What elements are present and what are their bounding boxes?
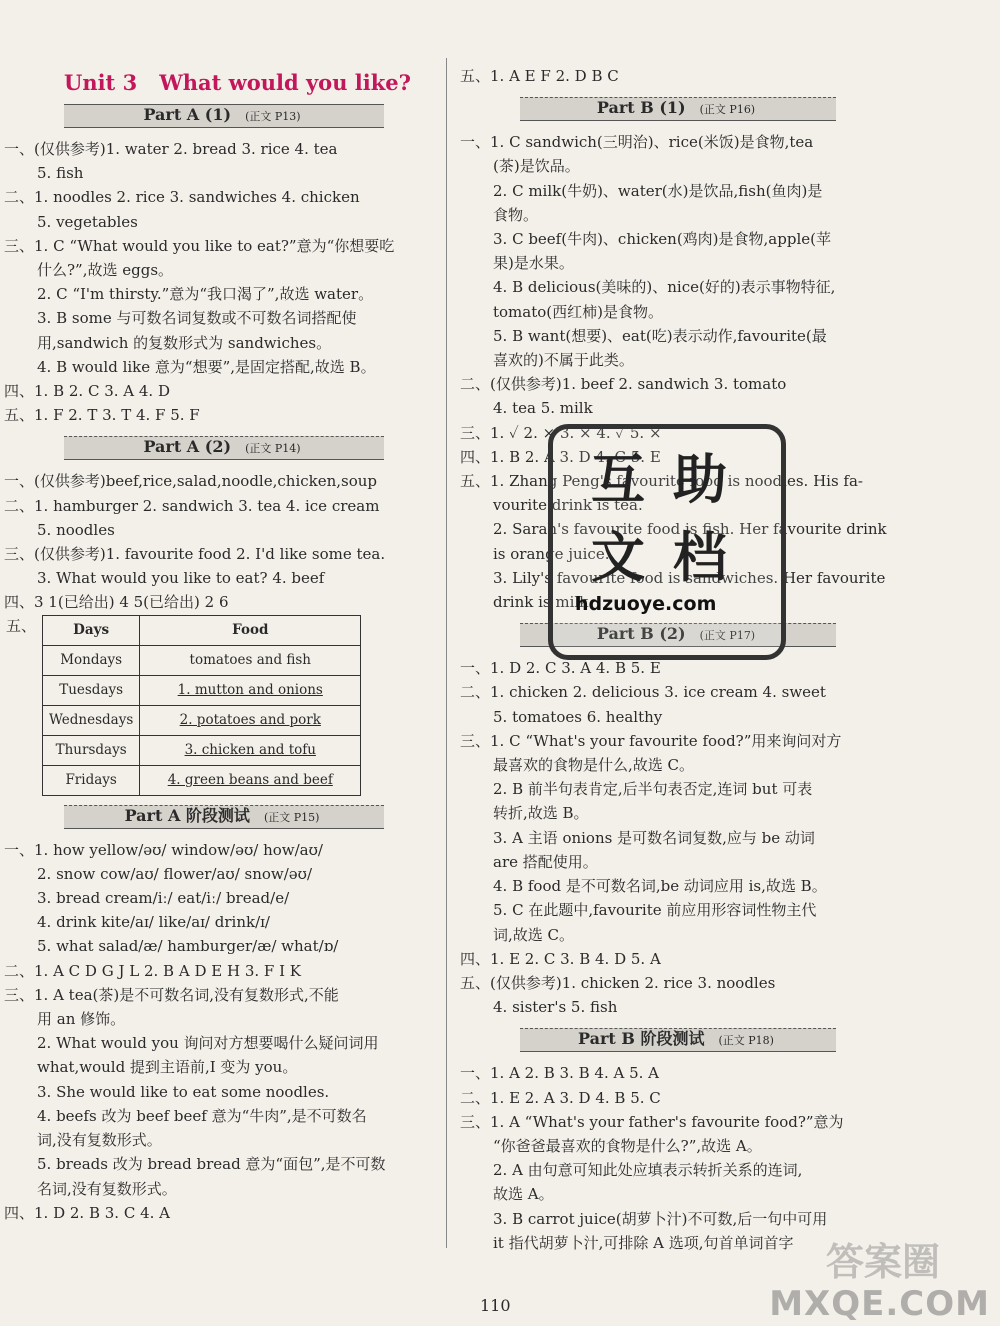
left-column bbox=[4, 60, 440, 1225]
text-line: 4. sister's 5. fish bbox=[493, 998, 618, 1017]
text-line: 四、1. B 2. C 3. A 4. D bbox=[4, 382, 170, 401]
text-line: 5. vegetables bbox=[37, 212, 138, 231]
text-line: 2. Sarah's favourite food is fish. Her favourite drink bbox=[493, 520, 887, 539]
text-line: are 搭配使用。 bbox=[493, 852, 598, 871]
text-line: drink is milk. bbox=[493, 593, 594, 612]
table-row bbox=[43, 765, 361, 795]
section-title: Part B (1) bbox=[596, 98, 686, 118]
text-line: 5. C 在此题中,favourite 前应用形容词性物主代 bbox=[493, 901, 817, 920]
text-line: 5. breads 改为 bread bread 意为“面包”,是不可数 bbox=[37, 1155, 386, 1174]
text-line: 3. Lily's favourite food is sandwiches. Her favourite bbox=[493, 568, 886, 587]
text-line: 四、1. E 2. C 3. B 4. D 5. A bbox=[460, 949, 661, 968]
table-block bbox=[4, 615, 440, 796]
part-a2-answers bbox=[4, 469, 440, 614]
text-line: 五、1. F 2. T 3. T 4. F 5. F bbox=[4, 406, 200, 425]
text-line: 4. B delicious(美味的)、nice(好的)表示事物特征, bbox=[493, 278, 836, 297]
section-title: Part B 阶段测试 bbox=[578, 1029, 705, 1049]
part-a1-answers bbox=[4, 137, 440, 427]
table-cell-food bbox=[140, 705, 361, 735]
section-ref: (正文 P18) bbox=[718, 1034, 774, 1048]
text-line: it 指代胡萝卜汁,可排除 A 选项,句首单词首字 bbox=[493, 1233, 794, 1252]
text-line: 三、1. A tea(茶)是不可数名词,没有复数形式,不能 bbox=[4, 985, 339, 1004]
section-header-part-b-test bbox=[460, 1025, 892, 1053]
food-answer: 1. mutton and onions bbox=[177, 682, 323, 699]
text-line: 3. She would like to eat some noodles. bbox=[37, 1082, 330, 1101]
section-title: Part A (2) bbox=[143, 437, 232, 457]
text-line: 三、1. A “What's your father's favourite food?”意为 bbox=[460, 1112, 844, 1131]
text-line: 5. B want(想要)、eat(吃)表示动作,favourite(最 bbox=[493, 326, 827, 345]
table-row bbox=[43, 705, 361, 735]
unit-number: Unit 3 bbox=[64, 70, 138, 95]
text-line: 3. B carrot juice(胡萝卜汁)不可数,后一句中可用 bbox=[493, 1209, 828, 1228]
section-ref: (正文 P15) bbox=[263, 810, 320, 824]
text-line: 三、1. C “What would you like to eat?”意为“你想要吃 bbox=[4, 236, 395, 255]
text-line: 用 an 修饰。 bbox=[37, 1010, 126, 1029]
part-b-test-answers bbox=[460, 1061, 892, 1255]
watermark-logo: MXQE.COM bbox=[769, 1284, 990, 1324]
text-line: 3. bread cream/iː/ eat/iː/ bread/e/ bbox=[37, 889, 290, 908]
section-ref: (正文 P14) bbox=[245, 442, 301, 456]
text-line: 4. B food 是不可数名词,be 动词应用 is,故选 B。 bbox=[493, 877, 827, 896]
page-number: 110 bbox=[480, 1296, 511, 1315]
text-line: 三、1. ✓ 2. × 3. × 4. ✓ 5. × bbox=[460, 423, 662, 442]
table-cell-food bbox=[140, 645, 361, 675]
text-line: 一、1. C sandwich(三明治)、rice(米饭)是食物,tea bbox=[460, 133, 814, 152]
text-line: vourite drink is tea. bbox=[493, 496, 643, 515]
text-line: 名词,没有复数形式。 bbox=[37, 1179, 177, 1198]
text-line: 二、1. A C D G J L 2. B A D E H 3. F I K bbox=[4, 961, 301, 980]
text-line: 一、(仅供参考)beef,rice,salad,noodle,chicken,soup bbox=[4, 472, 378, 491]
text-line: 五、1. A E F 2. D B C bbox=[460, 67, 619, 85]
text-line: 2. C milk(牛奶)、water(水)是饮品,fish(鱼肉)是 bbox=[493, 181, 823, 200]
text-line: 食物。 bbox=[493, 205, 539, 224]
text-line: 2. B 前半句表肯定,后半句表否定,连词 but 可表 bbox=[493, 780, 813, 799]
text-line: 二、1. hamburger 2. sandwich 3. tea 4. ice cream bbox=[4, 496, 380, 515]
text-line: 5. noodles bbox=[37, 520, 115, 539]
text-line: 3. A 主语 onions 是可数名词复数,应与 be 动词 bbox=[493, 828, 815, 847]
table-cell-day: Mondays bbox=[43, 645, 140, 675]
section-ref: (正文 P16) bbox=[699, 103, 756, 117]
section-header-part-a1 bbox=[4, 101, 440, 129]
text-line: 一、1. D 2. C 3. A 4. B 5. E bbox=[460, 659, 661, 678]
text-line: 二、1. E 2. A 3. D 4. B 5. C bbox=[460, 1088, 661, 1107]
table-cell-food bbox=[140, 675, 361, 705]
section-header-part-b1 bbox=[460, 94, 892, 122]
part-a-test-answers bbox=[4, 838, 440, 1225]
text-line: 最喜欢的食物是什么,故选 C。 bbox=[493, 756, 695, 775]
text-line: 4. tea 5. milk bbox=[493, 399, 593, 418]
text-line: 词,没有复数形式。 bbox=[37, 1131, 162, 1150]
text-line: 一、1. how yellow/əʊ/ window/əʊ/ how/aʊ/ bbox=[4, 840, 323, 859]
watermark-logo-cn: 答案圈 bbox=[825, 1240, 940, 1284]
food-answer: 2. potatoes and pork bbox=[179, 712, 321, 729]
part-b2-answers bbox=[460, 656, 892, 1019]
text-line: 五、(仅供参考)1. chicken 2. rice 3. noodles bbox=[460, 973, 776, 992]
unit-subtitle: What would you like? bbox=[159, 70, 411, 95]
text-line: 四、3 1(已给出) 4 5(已给出) 2 6 bbox=[4, 593, 229, 612]
column-divider bbox=[446, 58, 447, 1248]
text-line: 故选 A。 bbox=[493, 1185, 554, 1204]
text-line: 4. drink kite/aɪ/ like/aɪ/ drink/ɪ/ bbox=[37, 913, 270, 932]
unit-title bbox=[64, 70, 440, 95]
text-line: 果)是水果。 bbox=[493, 254, 574, 273]
text-line: what,would 提到主语前,I 变为 you。 bbox=[37, 1058, 298, 1077]
food-answer: tomatoes and fish bbox=[189, 652, 311, 669]
text-line: 用,sandwich 的复数形式为 sandwiches。 bbox=[37, 333, 332, 352]
food-answer: 4. green beans and beef bbox=[167, 772, 333, 789]
section-title: Part A (1) bbox=[143, 105, 232, 124]
text-line: 二、1. chicken 2. delicious 3. ice cream 4. sweet bbox=[460, 683, 826, 702]
text-line: 5. fish bbox=[37, 164, 84, 183]
text-line: 一、(仅供参考)1. water 2. bread 3. rice 4. tea bbox=[4, 140, 338, 158]
stamp-char: 文 bbox=[591, 526, 645, 589]
text-line: 4. beefs 改为 beef beef 意为“牛肉”,是不可数名 bbox=[37, 1106, 367, 1125]
food-answer: 3. chicken and tofu bbox=[184, 742, 316, 759]
table-row bbox=[43, 645, 361, 675]
text-line: 转折,故选 B。 bbox=[493, 804, 589, 823]
table-cell-food bbox=[140, 735, 361, 765]
text-line: 3. B some 与可数名词复数或不可数名词搭配使 bbox=[37, 309, 357, 328]
stamp-char: 助 bbox=[673, 448, 727, 511]
watermark-stamp bbox=[548, 424, 786, 660]
text-line: 2. A 由句意可知此处应填表示转折关系的连词, bbox=[493, 1161, 803, 1180]
text-line: 3. C beef(牛肉)、chicken(鸡肉)是食物,apple(苹 bbox=[493, 230, 831, 249]
text-line: 喜欢的)不属于此类。 bbox=[493, 351, 634, 370]
text-line: 三、(仅供参考)1. favourite food 2. I'd like some tea. bbox=[4, 545, 386, 564]
stamp-char: 互 bbox=[591, 448, 645, 511]
text-line: 三、1. C “What's your favourite food?”用来询问对方 bbox=[460, 731, 842, 750]
table-header-food: Food bbox=[140, 615, 361, 645]
table-cell-day: Thursdays bbox=[43, 735, 140, 765]
question-five-label: 五、 bbox=[6, 616, 37, 635]
section-header-part-a-test bbox=[4, 802, 440, 830]
text-line: 5. tomatoes 6. healthy bbox=[493, 707, 663, 726]
text-line: 2. C “I'm thirsty.”意为“我口渴了”,故选 water。 bbox=[37, 285, 374, 304]
section-title: Part B (2) bbox=[596, 624, 686, 644]
text-line: tomato(西红柿)是食物。 bbox=[493, 302, 663, 321]
text-line: 3. What would you like to eat? 4. beef bbox=[37, 569, 325, 588]
table-row bbox=[43, 675, 361, 705]
section-ref: (正文 P17) bbox=[699, 629, 756, 643]
section-header-part-a2 bbox=[4, 433, 440, 461]
text-line: 一、1. A 2. B 3. B 4. A 5. A bbox=[460, 1064, 660, 1083]
text-line: 二、1. noodles 2. rice 3. sandwiches 4. chicken bbox=[4, 188, 360, 207]
text-line: 5. what salad/æ/ hamburger/æ/ what/ɒ/ bbox=[37, 937, 339, 956]
text-line: “你爸爸最喜欢的食物是什么?”,故选 A。 bbox=[493, 1136, 762, 1155]
text-line: (茶)是饮品。 bbox=[493, 157, 580, 176]
text-line: 什么?”,故选 eggs。 bbox=[37, 261, 174, 280]
text-line: is orange juice. bbox=[493, 544, 610, 563]
text-line: 词,故选 C。 bbox=[493, 925, 575, 944]
text-line: 五、1. Zhang Peng's favourite food is noodles. His fa- bbox=[460, 472, 863, 491]
section-ref: (正文 P13) bbox=[245, 110, 301, 123]
stamp-char: 档 bbox=[673, 526, 727, 589]
text-line: 2. snow cow/aʊ/ flower/aʊ/ snow/əʊ/ bbox=[37, 864, 313, 883]
text-line: 4. B would like 意为“想要”,是固定搭配,故选 B。 bbox=[37, 357, 376, 376]
text-line: 二、(仅供参考)1. beef 2. sandwich 3. tomato bbox=[460, 375, 787, 394]
table-cell-day: Tuesdays bbox=[43, 675, 140, 705]
food-table bbox=[42, 615, 361, 796]
text-line: 四、1. D 2. B 3. C 4. A bbox=[4, 1203, 170, 1222]
table-row bbox=[43, 735, 361, 765]
stamp-url: hdzuoye.com bbox=[575, 593, 717, 615]
text-line: 四、1. B 2. A 3. D 4. C 5. E bbox=[460, 447, 661, 466]
text-line: 2. What would you 询问对方想要喝什么疑问词用 bbox=[37, 1034, 379, 1053]
table-cell-day: Wednesdays bbox=[43, 705, 140, 735]
section-title: Part A 阶段测试 bbox=[124, 805, 250, 825]
table-cell-day: Fridays bbox=[43, 765, 140, 795]
table-header-days: Days bbox=[43, 615, 140, 645]
table-cell-food bbox=[140, 765, 361, 795]
